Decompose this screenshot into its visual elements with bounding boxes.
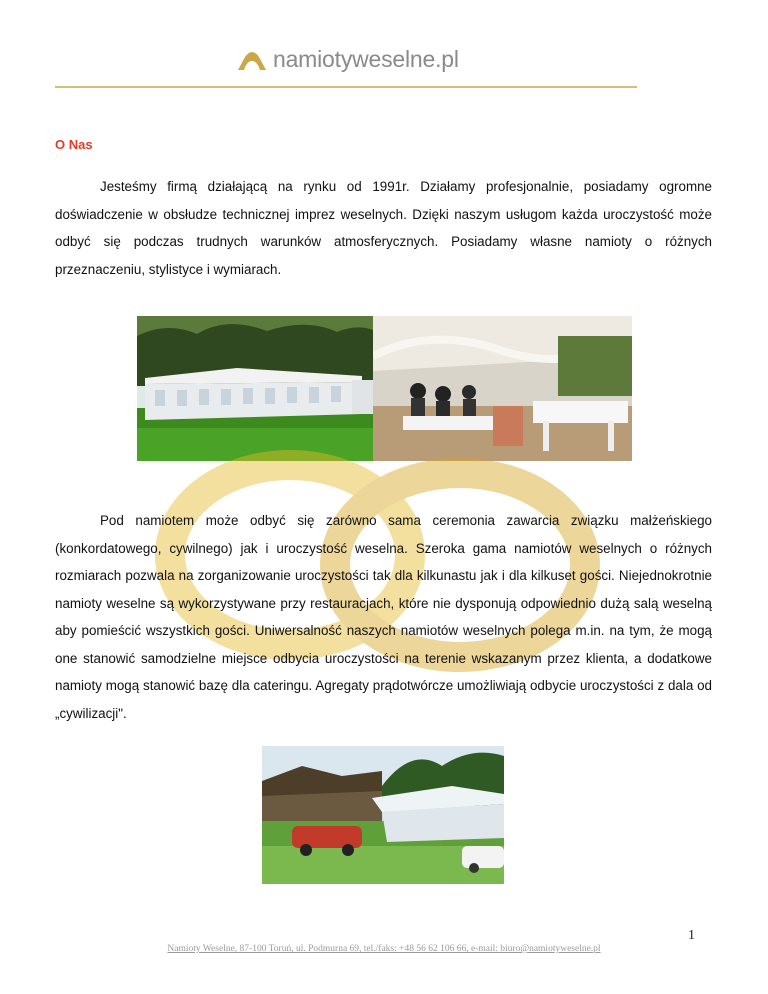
page-number: 1 [688, 928, 695, 943]
tent-interior-photo [373, 316, 632, 461]
logo [237, 46, 459, 73]
tent-lawn-photo [137, 316, 373, 461]
tent-field-photo [262, 746, 504, 884]
tent-logo-icon [237, 49, 267, 71]
footer-contact: Namioty Weselne, 87-100 Toruń, ul. Podmurna 69, tel./faks: +48 56 62 106 66, e-mail: biuro@namiotyweselne.pl [167, 944, 601, 954]
intro-text: Jesteśmy firmą działającą na rynku od 1991r. Działamy profesjonalnie, posiadamy ogromne doświadczenie w obsłudze technicznej imprez weselnych. Dzięki naszym usługom każda uroczystość może odbyć się podczas trudnych warunków atmosferycznych. Posiadamy własne namioty o różnych przeznaczeniu, stylistyce i wymiarach. [55, 179, 712, 277]
page-header [0, 0, 768, 90]
header-divider [55, 86, 637, 88]
intro-paragraph [55, 173, 712, 283]
details-paragraph [55, 507, 712, 727]
details-text: Pod namiotem może odbyć się zarówno sama ceremonia zawarcia związku małżeńskiego (konkordatowego, cywilnego) jak i uroczystość weselna. Szeroka gama namiotów weselnych o różnych rozmiarach pozwala na zorganizowanie uroczystości tak dla kilkunastu jak i dla kilkuset gości. Niejednokrotnie namioty weselne są wykorzystywane przy restauracjach, które nie dysponują odpowiednio dużą salą weselną aby pomieścić wszystkich gości. Uniwersalność naszych namiotów weselnych polega m.in. na tym, że mogą one stanowić samodzielne miejsce odbycia uroczystości na terenie wskazanym przez klienta, a dodatkowe namioty mogą stanowić bazę dla cateringu. Agregaty prądotwórcze umożliwiają odbycie uroczystości z dala od „cywilizacji". [55, 513, 712, 721]
logo-text: namiotyweselne.pl [273, 46, 459, 72]
section-heading: O Nas [55, 137, 93, 152]
